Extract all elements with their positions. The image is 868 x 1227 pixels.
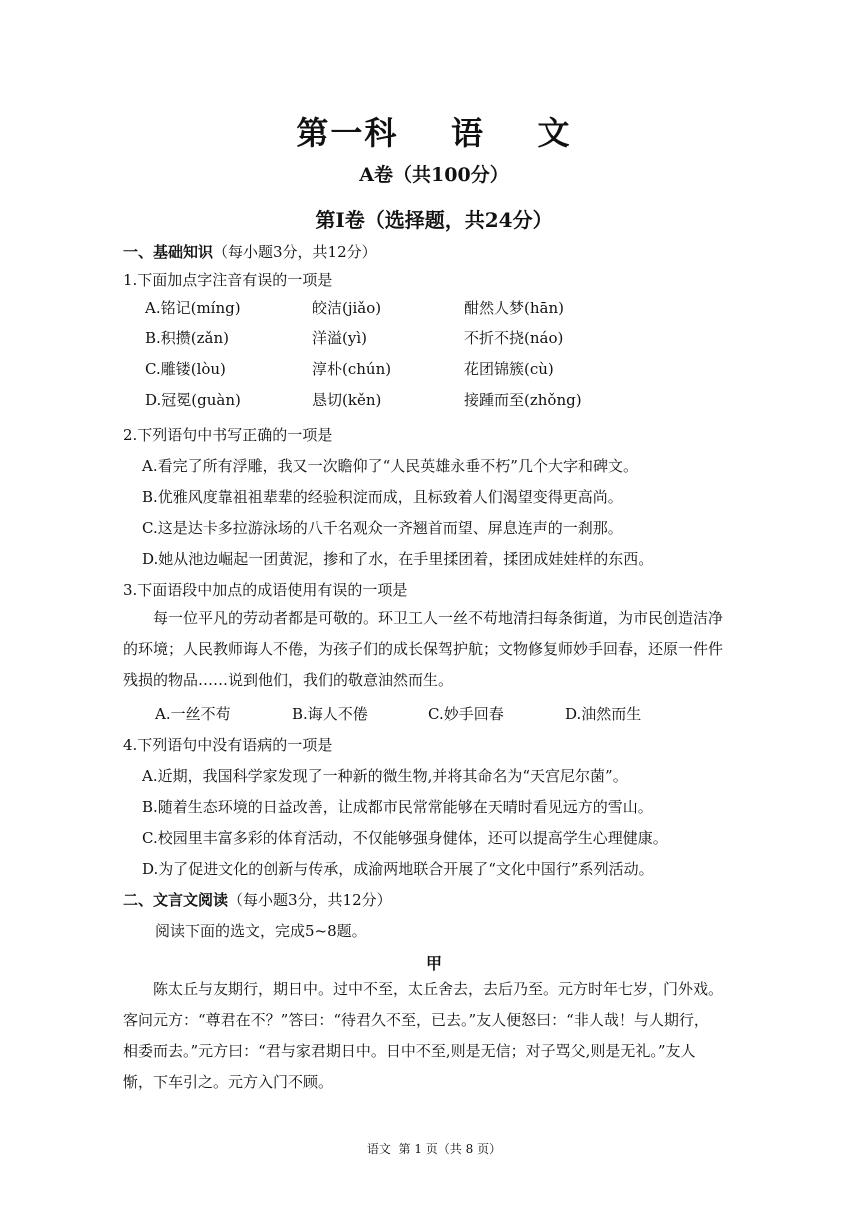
q4-option-b: B.随着生态环境的日益改善，让成都市民常常能够在天晴时看见远方的雪山。 (142, 798, 653, 816)
q3-option-b: B.诲人不倦 (292, 705, 368, 723)
classical-line-3: 相委而去。”元方曰：“君与家君期日中。日中不至,则是无信；对子骂父,则是无礼。”友人 (123, 1042, 696, 1060)
part1-heading-note: （每小题3分，共12分） (213, 243, 377, 261)
q4-option-c: C.校园里丰富多彩的体育活动，不仅能够强身健体，还可以提高学生心理健康。 (142, 829, 668, 847)
q1-c-3: 花团锦簇(cù) (464, 360, 554, 378)
q2-stem: 2.下列语句中书写正确的一项是 (123, 426, 333, 444)
q1-b-1: B.积攒(zǎn) (145, 329, 230, 347)
page-title: 第一科 语 文 (296, 114, 572, 152)
part2-instruction: 阅读下面的选文，完成5~8题。 (155, 922, 367, 940)
passage-label: 甲 (425, 954, 442, 973)
q2-option-d: D.她从池边崛起一团黄泥，掺和了水，在手里揉团着，揉团成娃娃样的东西。 (142, 550, 654, 568)
q1-a-2: 皎洁(jiǎo) (312, 299, 382, 317)
part1-heading-text: 一、基础知识 (123, 243, 214, 261)
q3-passage-line-3: 残损的物品……说到他们，我们的敬意油然而生。 (123, 671, 454, 689)
q1-d-1: D.冠冕(guàn) (145, 391, 241, 409)
part2-heading-text: 二、文言文阅读 (123, 891, 229, 909)
q3-passage (123, 603, 745, 696)
part2-heading (123, 890, 392, 910)
q2-option-c: C.这是达卡多拉游泳场的八千名观众一齐翘首而望、屏息连声的一刹那。 (142, 519, 623, 537)
q2-option-b: B.优雅风度靠祖祖辈辈的经验积淀而成，且标致着人们渴望变得更高尚。 (142, 488, 623, 506)
classical-line-2: 客问元方：“尊君在不？”答曰：“待君久不至，已去。”友人便怒曰：“非人哉！与人期行， (123, 1011, 709, 1029)
q3-passage-line-1: 每一位平凡的劳动者都是可敬的。环卫工人一丝不苟地清扫每条街道，为市民创造洁净 (153, 609, 724, 627)
q3-stem: 3.下面语段中加点的成语使用有误的一项是 (123, 581, 408, 599)
q3-option-a: A.一丝不苟 (155, 705, 231, 723)
classical-passage (123, 974, 745, 1098)
q1-a-3: 酣然人梦(hān) (464, 299, 564, 317)
q4-option-d: D.为了促进文化的创新与传承，成渝两地联合开展了“文化中国行”系列活动。 (142, 860, 654, 878)
q3-option-c: C.妙手回春 (428, 705, 504, 723)
q1-b-2: 洋溢(yì) (312, 329, 367, 347)
part2-heading-note: （每小题3分，共12分） (228, 891, 392, 909)
q1-stem: 1.下面加点字注音有误的一项是 (123, 271, 333, 289)
q1-d-3: 接踵而至(zhǒng) (464, 391, 582, 409)
q1-a-1: A.铭记(míng) (145, 299, 241, 317)
q2-option-a: A.看完了所有浮雕，我又一次瞻仰了“人民英雄永垂不朽”几个大字和碑文。 (142, 457, 638, 475)
q4-option-a: A.近期，我国科学家发现了一种新的微生物,并将其命名为“天宫尼尔菌”。 (142, 767, 628, 785)
q1-c-2: 淳朴(chún) (312, 360, 392, 378)
section-title: 第Ⅰ卷（选择题，共24分） (315, 208, 553, 232)
classical-line-1: 陈太丘与友期行，期日中。过中不至，太丘舍去，去后乃至。元方时年七岁，门外戏。 (153, 980, 724, 998)
q1-b-3: 不折不挠(náo) (464, 329, 564, 347)
q4-stem: 4.下列语句中没有语病的一项是 (123, 736, 333, 754)
page-footer: 语文 第 1 页（共 8 页） (366, 1142, 502, 1156)
part1-heading (123, 242, 377, 262)
q3-option-d: D.油然而生 (565, 705, 642, 723)
page-subtitle: A卷（共100分） (359, 164, 509, 186)
q1-c-1: C.雕镂(lòu) (145, 360, 226, 378)
q3-passage-line-2: 的环境；人民教师诲人不倦，为孩子们的成长保驾护航；文物修复师妙手回春，还原一件件 (123, 640, 724, 658)
classical-line-4: 惭，下车引之。元方入门不顾。 (123, 1073, 334, 1091)
q1-d-2: 恳切(kěn) (312, 391, 382, 409)
